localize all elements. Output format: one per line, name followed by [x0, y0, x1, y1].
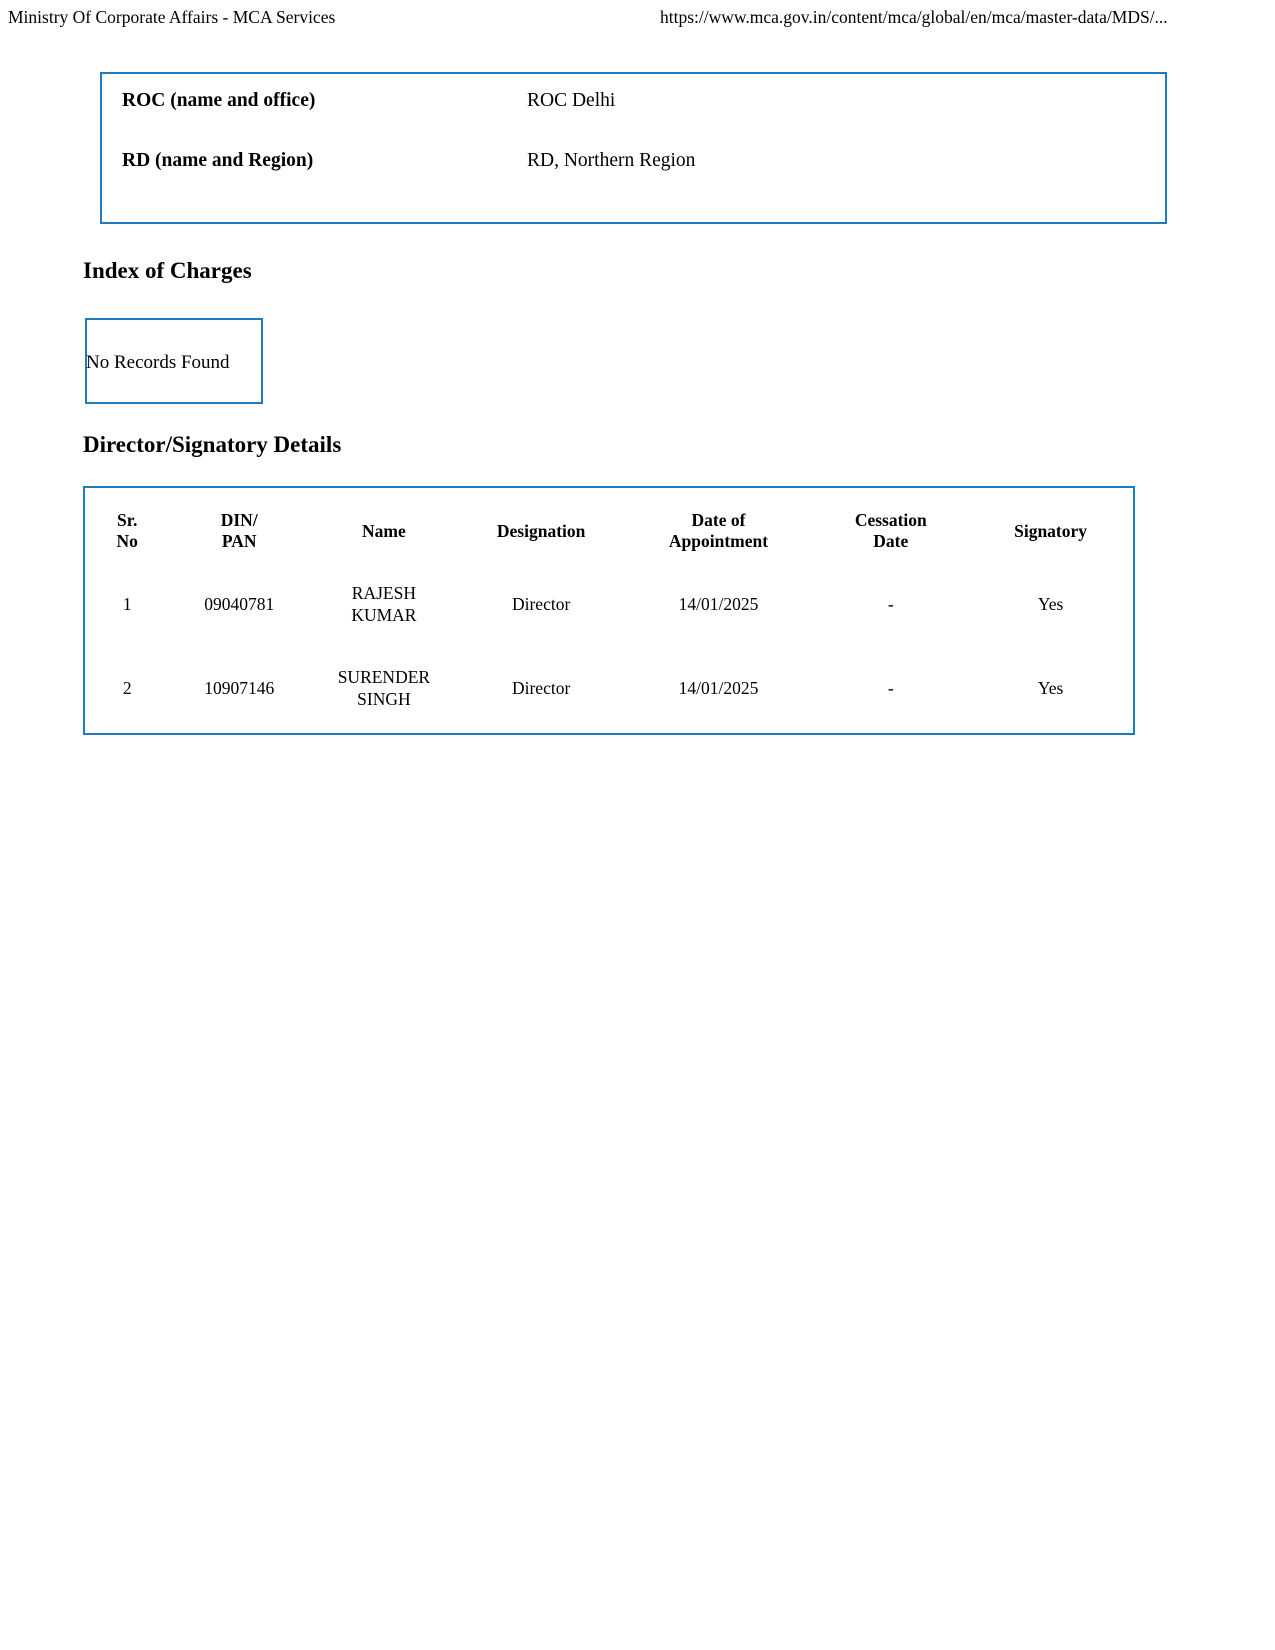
header-url-right: https://www.mca.gov.in/content/mca/global/en/mca/master-data/MDS/... [660, 7, 1168, 27]
rd-label: RD (name and Region) [122, 150, 314, 171]
director-signatory-table [85, 488, 1133, 730]
cell-din-pan: 09040781 [204, 594, 275, 614]
cell-name [309, 646, 459, 730]
info-row-roc [102, 90, 1165, 118]
cell-name-line2: KUMAR [351, 605, 417, 625]
table-header-row [85, 488, 1133, 562]
info-row-rd [102, 150, 1165, 178]
column-header-name-line1: Name [362, 520, 406, 541]
index-of-charges-empty-box [85, 318, 263, 404]
column-header-din-pan-line2: PAN [221, 531, 257, 551]
table-row [85, 562, 1133, 646]
roc-label: ROC (name and office) [122, 90, 316, 111]
cell-name [309, 562, 459, 646]
column-header-date-of-appointment-line1: Date of [691, 510, 746, 530]
column-header-signatory-line1: Signatory [1014, 520, 1088, 541]
cell-cessation-date: - [887, 678, 894, 698]
cell-cessation-date: - [887, 594, 894, 614]
rd-value: RD, Northern Region [527, 150, 696, 171]
cell-designation: Director [511, 594, 571, 614]
cell-name-line1: SURENDER [337, 667, 431, 687]
roc-value: ROC Delhi [527, 90, 616, 111]
cell-sr-no: 1 [122, 594, 132, 614]
page-header [0, 6, 1275, 36]
header-title-left: Ministry Of Corporate Affairs - MCA Services [8, 7, 336, 27]
no-records-found-text: No Records Found [86, 352, 230, 373]
cell-signatory: Yes [1037, 678, 1064, 698]
column-header-din-pan [169, 488, 309, 562]
section-heading-director-signatory-details: Director/Signatory Details [83, 432, 342, 457]
cell-date-of-appointment: 14/01/2025 [678, 594, 759, 614]
cell-date-of-appointment: 14/01/2025 [678, 678, 759, 698]
column-header-date-of-appointment [624, 488, 814, 562]
table-body [85, 562, 1133, 730]
column-header-name [309, 488, 459, 562]
section-heading-index-of-charges: Index of Charges [83, 258, 252, 283]
director-signatory-table-box [83, 486, 1135, 735]
column-header-sr-no [85, 488, 169, 562]
cell-name-line2: SINGH [357, 689, 411, 709]
cell-sr-no: 2 [122, 678, 132, 698]
column-header-cessation-date-line2: Date [873, 531, 909, 551]
column-header-din-pan-line1: DIN/ [220, 510, 258, 530]
column-header-designation [459, 488, 624, 562]
column-header-cessation-date [813, 488, 968, 562]
table-row [85, 646, 1133, 730]
cell-signatory: Yes [1037, 594, 1064, 614]
cell-designation: Director [511, 678, 571, 698]
cell-name-line1: RAJESH [351, 583, 416, 603]
table-header [85, 488, 1133, 562]
column-header-designation-line1: Designation [496, 520, 586, 541]
column-header-signatory [968, 488, 1133, 562]
roc-rd-info-box [100, 72, 1167, 224]
column-header-sr-no-line2: No [116, 531, 138, 551]
column-header-sr-no-line1: Sr. [117, 510, 138, 530]
cell-din-pan: 10907146 [204, 678, 275, 698]
column-header-date-of-appointment-line2: Appointment [668, 531, 769, 551]
column-header-cessation-date-line1: Cessation [854, 510, 927, 530]
